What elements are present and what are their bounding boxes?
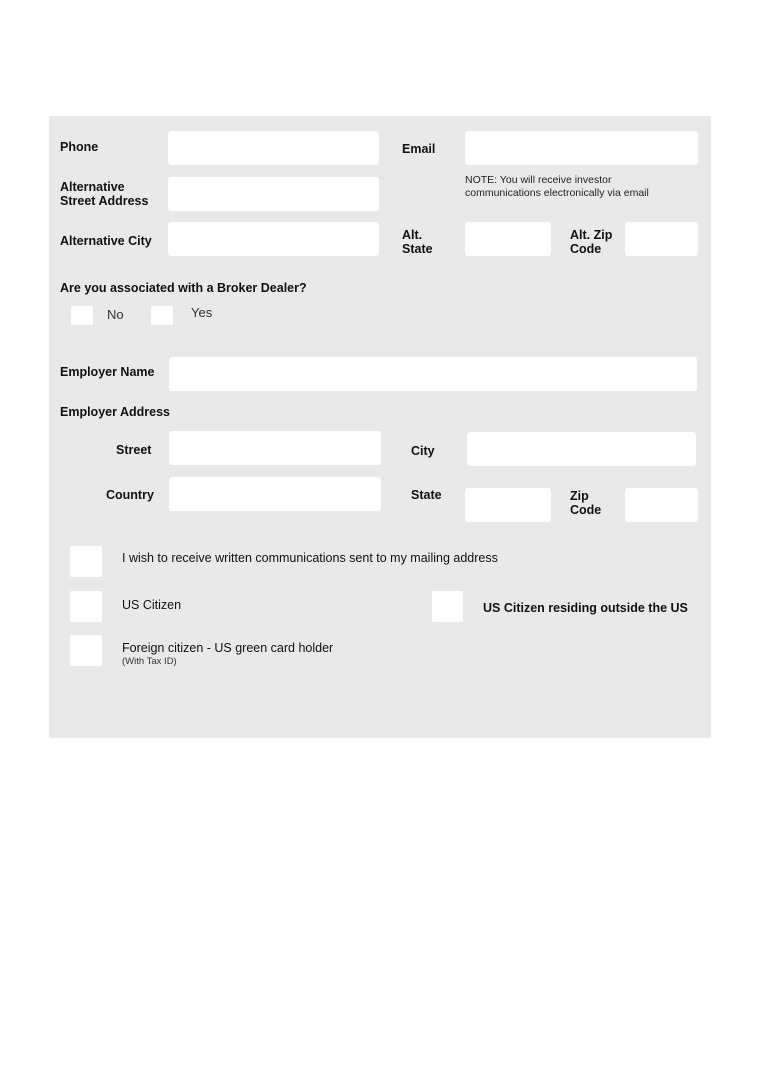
alt-city-input[interactable]	[168, 222, 379, 256]
alt-zip-label	[570, 228, 612, 256]
employer-zip-label-line2: Code	[570, 503, 602, 517]
alt-street-label-line2: Street Address	[60, 194, 149, 208]
foreign-citizen-note: (With Tax ID)	[122, 656, 177, 667]
employer-country-label: Country	[106, 488, 154, 502]
employer-zip-input[interactable]	[625, 488, 698, 522]
alt-street-input[interactable]	[168, 177, 379, 211]
employer-state-input[interactable]	[465, 488, 551, 522]
employer-street-input[interactable]	[169, 431, 381, 465]
employer-state-label: State	[411, 488, 442, 502]
alt-street-label-line1: Alternative	[60, 180, 125, 194]
employer-zip-label-line1: Zip	[570, 489, 589, 503]
us-citizen-label: US Citizen	[122, 598, 182, 612]
employer-city-label: City	[411, 444, 435, 458]
alt-street-label	[60, 180, 148, 208]
employer-zip-label	[570, 489, 601, 517]
employer-country-input[interactable]	[169, 477, 381, 511]
us-citizen-checkbox[interactable]	[70, 591, 102, 622]
broker-question: Are you associated with a Broker Dealer?	[60, 281, 307, 295]
employer-city-input[interactable]	[467, 432, 696, 466]
broker-no-checkbox[interactable]	[71, 306, 93, 325]
email-note-line1: NOTE: You will receive investor	[465, 174, 612, 186]
email-note	[465, 174, 649, 200]
broker-no-label: No	[107, 307, 124, 322]
alt-state-label	[402, 228, 433, 256]
alt-state-input[interactable]	[465, 222, 551, 256]
alt-state-label-line2: State	[402, 242, 433, 256]
written-comms-checkbox[interactable]	[70, 546, 102, 577]
written-comms-label: I wish to receive written communications sent to my mailing address	[122, 551, 498, 565]
alt-zip-label-line1: Alt. Zip	[570, 228, 613, 242]
phone-label: Phone	[60, 140, 99, 154]
broker-yes-checkbox[interactable]	[151, 306, 173, 325]
alt-zip-input[interactable]	[625, 222, 698, 256]
us-citizen-outside-checkbox[interactable]	[432, 591, 463, 622]
us-citizen-outside-label: US Citizen residing outside the US	[483, 601, 688, 615]
employer-name-label: Employer Name	[60, 365, 155, 379]
foreign-citizen-label: Foreign citizen - US green card holder	[122, 641, 334, 655]
employer-name-input[interactable]	[169, 357, 697, 391]
alt-zip-label-line2: Code	[570, 242, 602, 256]
email-input[interactable]	[465, 131, 698, 165]
phone-input[interactable]	[168, 131, 379, 165]
alt-city-label: Alternative City	[60, 234, 152, 248]
employer-address-label: Employer Address	[60, 405, 170, 419]
employer-street-label: Street	[116, 443, 152, 457]
email-note-line2: communications electronically via email	[465, 187, 649, 199]
foreign-citizen-checkbox[interactable]	[70, 635, 102, 666]
email-label: Email	[402, 142, 436, 156]
alt-state-label-line1: Alt.	[402, 228, 423, 242]
broker-yes-label: Yes	[191, 305, 213, 320]
